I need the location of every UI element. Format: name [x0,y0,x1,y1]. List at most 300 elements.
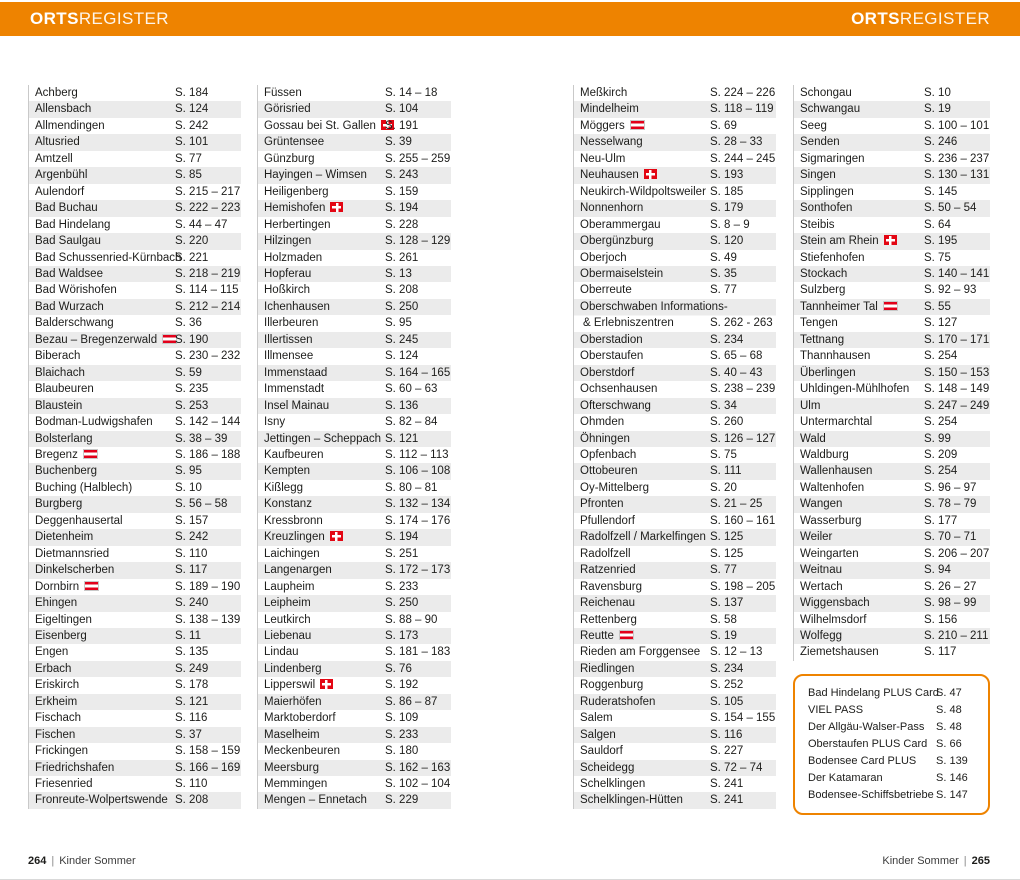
place-name: Allmendingen [35,119,105,132]
place-name: Dietenheim [35,531,94,544]
place-name: Reutte [580,628,710,644]
index-entry [258,628,451,644]
page-reference: S. 12 – 13 [710,646,763,659]
place-name: Fischen [35,728,76,741]
place-name: Hilzingen [264,235,312,248]
place-name: Maselheim [264,728,320,741]
switzerland-flag-icon [320,679,333,689]
entry-list [573,85,776,809]
index-entry [29,348,241,364]
place-name: Hoßkirch [264,284,311,297]
place-name: Oberstaufen [580,350,644,363]
index-entry [29,101,241,117]
place-name: Oberstadion [580,333,643,346]
index-entry [794,480,990,496]
index-entry [258,661,451,677]
index-entry [574,118,776,134]
place-name: Bad Saulgau [35,235,101,248]
page-reference: S. 13 [385,267,412,280]
page-reference: S. 109 [385,712,419,725]
index-entry [29,612,241,628]
page-reference: S. 127 [924,317,958,330]
place-name: Sulzberg [800,284,846,297]
page-reference: S. 154 – 155 [710,712,776,725]
index-entry [794,431,990,447]
page-reference: S. 252 [710,679,744,692]
place-name: Oy-Mittelberg [580,481,650,494]
index-entry [258,776,451,792]
entry-list [257,85,451,809]
index-entry [794,546,990,562]
index-entry [574,562,776,578]
page-reference: S. 39 [385,136,412,149]
page-reference: S. 230 – 232 [175,350,241,363]
index-entry [794,644,990,660]
place-name: Lindenberg [264,662,322,675]
index-entry [29,595,241,611]
place-name: Ottobeuren [580,465,638,478]
place-name: Obergünzburg [580,235,654,248]
place-name: Illerbeuren [264,317,319,330]
index-entry [258,365,451,381]
place-name: Tettnang [800,333,845,346]
index-entry [29,266,241,282]
index-entry [258,644,451,660]
place-name: Liebenau [264,629,312,642]
page-reference: S. 105 [710,695,744,708]
index-entry [574,628,776,644]
place-name: Ehingen [35,597,78,610]
index-entry [574,677,776,693]
place-name: Konstanz [264,498,312,511]
index-entry [794,85,990,101]
place-name: Laichingen [264,547,320,560]
page-reference: S. 162 – 163 [385,761,451,774]
index-entry [29,562,241,578]
place-name: Mengen – Ennetach [264,794,367,807]
card-name: Bodensee Card PLUS [808,754,917,767]
page-reference: S. 135 [175,646,209,659]
place-name: Schongau [800,87,852,99]
card-name: Oberstaufen PLUS Card [808,737,928,750]
index-entry [258,167,451,183]
index-entry [794,513,990,529]
page-reference: S. 72 – 74 [710,761,763,774]
place-name: Füssen [264,87,302,99]
card-entry [805,702,978,719]
place-name: Immenstaad [264,366,328,379]
place-name: Nesselwang [580,136,643,149]
index-entry [794,134,990,150]
place-name: Ofterschwang [580,399,651,412]
index-entry [574,776,776,792]
index-entry [29,529,241,545]
page-reference: S. 8 – 9 [710,218,750,231]
page-reference: S. 215 – 217 [175,185,241,198]
page-reference: S. 95 [385,317,412,330]
index-entry [29,233,241,249]
page-reference: S. 254 [924,350,958,363]
page-reference: S. 179 [710,202,744,215]
page-reference: S. 243 [385,169,419,182]
place-name: Oberschwaben Informations- & Erlebniszentren [580,299,710,332]
page-reference: S. 75 [710,448,737,461]
page-reference: S. 128 – 129 [385,235,451,248]
place-name: Senden [800,136,840,149]
index-entry [258,299,451,315]
page-reference: S. 224 – 226 [710,87,776,99]
place-name: Holzmaden [264,251,323,264]
index-entry [258,694,451,710]
page-reference: S. 160 – 161 [710,514,776,527]
place-name: Sigmaringen [800,152,865,165]
page-reference: S. 124 [385,350,419,363]
page-reference: S. 195 [924,235,958,248]
index-entry [29,381,241,397]
place-name: Weitnau [800,564,842,577]
place-name: Kaufbeuren [264,448,324,461]
index-entry [258,710,451,726]
card-entry [805,719,978,736]
index-entry [29,661,241,677]
place-name: Steibis [800,218,835,231]
index-entry [574,282,776,298]
page-reference: S. 37 [175,728,202,741]
page-reference: S. 126 – 127 [710,432,776,445]
entry-list [28,85,241,809]
index-entry [794,266,990,282]
page-reference: S. 104 [385,103,419,116]
page-reference: S. 172 – 173 [385,564,451,577]
page-reference: S. 157 [175,514,209,527]
index-entry [574,348,776,364]
place-name: Schelklingen [580,778,646,791]
page-reference: S. 95 [175,465,202,478]
page-reference: S. 125 [710,547,744,560]
index-entry [574,661,776,677]
page-reference: S. 181 – 183 [385,646,451,659]
page-reference: S. 244 – 245 [710,152,776,165]
place-name: Engen [35,646,69,659]
index-entry [794,233,990,249]
index-entry [29,299,241,315]
index-entry [258,677,451,693]
page-reference: S. 130 – 131 [924,169,990,182]
page-reference: S. 145 [924,185,958,198]
card-entry [805,753,978,770]
place-name: Wolfegg [800,629,842,642]
page-reference: S. 10 [924,87,951,99]
card-entry [805,787,978,804]
index-entry [258,463,451,479]
place-name: Amtzell [35,152,73,165]
index-entry [574,134,776,150]
index-entry [258,332,451,348]
place-name: Herbertingen [264,218,331,231]
card-name: VIEL PASS [808,703,864,716]
page-reference: S. 251 [385,547,419,560]
index-entry [574,398,776,414]
page-reference: S. 193 [710,169,744,182]
place-name: Sipplingen [800,185,854,198]
place-name: Neukirch-Wildpoltsweiler [580,185,706,198]
page-reference: S. 59 [175,366,202,379]
place-name: Meckenbeuren [264,745,341,758]
card-entry [805,685,978,702]
page-reference: S. 80 – 81 [385,481,438,494]
index-entry [574,431,776,447]
special-cards-box [793,674,990,815]
index-entry [794,299,990,315]
page-reference: S. 218 – 219 [175,267,241,280]
index-entry [794,612,990,628]
page-reference: S. 235 [175,383,209,396]
page-reference: S. 124 [175,103,209,116]
index-entry [258,513,451,529]
index-entry [574,480,776,496]
place-name: Kreuzlingen [264,529,385,545]
page-reference: S. 191 [385,119,419,132]
index-entry [29,644,241,660]
page-title-right [851,9,990,29]
page-reference: S. 242 [175,531,209,544]
page-reference: S. 221 [175,251,209,264]
index-entry [574,151,776,167]
page-reference: S. 146 [936,771,968,784]
index-entry [574,760,776,776]
place-name: Jettingen – Scheppach [264,432,382,445]
index-entry [258,381,451,397]
page-reference: S. 38 – 39 [175,432,228,445]
page-reference: S. 170 – 171 [924,333,990,346]
page-reference: S. 177 [924,514,958,527]
place-name: Lipperswil [264,677,385,693]
place-name: Isny [264,416,286,429]
page-reference: S. 114 – 115 [175,284,239,297]
place-name: Bad Wörishofen [35,284,117,297]
index-entry [29,463,241,479]
place-name: Pfullendorf [580,514,635,527]
index-entry [794,595,990,611]
index-entry [574,743,776,759]
index-entry [258,134,451,150]
place-name: Friedrichshafen [35,761,115,774]
page-reference: S. 210 – 211 [924,629,989,642]
place-name: Ohmden [580,416,625,429]
index-entry [574,85,776,101]
place-name: Bad Buchau [35,202,98,215]
index-entry [29,792,241,808]
index-entry [574,217,776,233]
index-entry [794,200,990,216]
page-reference: S. 254 [924,416,958,429]
index-entry [794,332,990,348]
page-reference: S. 82 – 84 [385,416,438,429]
index-entry [29,315,241,331]
index-entry [794,398,990,414]
index-entry [574,792,776,808]
index-entry [574,710,776,726]
place-name: Fronreute-Wolpertswende [35,794,168,807]
index-entry [29,398,241,414]
title-light: REGISTER [78,9,169,28]
page-reference: S. 220 [175,235,209,248]
page-reference: S. 234 [710,333,744,346]
index-entry [574,694,776,710]
place-name: Oberjoch [580,251,627,264]
index-entry [258,727,451,743]
page-reference: S. 106 – 108 [385,465,451,478]
page-reference: S. 136 [385,399,419,412]
place-name: Sonthofen [800,202,853,215]
place-name: Dinkelscherben [35,564,115,577]
place-name: Wallenhausen [800,465,873,478]
index-entry [574,447,776,463]
index-entry [574,200,776,216]
place-name: Erkheim [35,695,78,708]
index-entry [29,546,241,562]
index-entry [258,546,451,562]
index-entry [574,546,776,562]
place-name: Überlingen [800,366,856,379]
place-name: Waldburg [800,448,849,461]
place-name: Wiggensbach [800,597,870,610]
page-reference: S. 147 [936,788,968,801]
place-name: Grüntensee [264,136,325,149]
index-entry [574,529,776,545]
page-reference: S. 212 – 214 [175,300,241,313]
page-reference: S. 55 [924,300,951,313]
place-name: Obermaiselstein [580,267,664,280]
place-name: Görisried [264,103,311,116]
place-name: Oberammergau [580,218,661,231]
place-name: Oberstdorf [580,366,635,379]
index-entry [29,85,241,101]
page-reference: S. 69 [710,119,737,132]
index-entry [29,480,241,496]
page-reference: S. 148 – 149 [924,383,990,396]
page-reference: S. 255 – 259 [385,152,451,165]
page-reference: S. 166 – 169 [175,761,241,774]
place-name: Opfenbach [580,448,637,461]
title-bold: ORTS [851,9,900,28]
place-name: Öhningen [580,432,630,445]
page-reference: S. 261 [385,251,419,264]
page-reference: S. 56 – 58 [175,498,228,511]
page-reference: S. 132 – 134 [385,498,451,511]
page-reference: S. 208 [385,284,419,297]
place-name: Neuhausen [580,167,710,183]
page-reference: S. 99 [924,432,951,445]
card-name: Der Katamaran [808,771,883,784]
card-entry [805,736,978,753]
austria-flag-icon [84,581,99,591]
index-entry [794,217,990,233]
place-name: Langenargen [264,564,332,577]
index-entry [29,282,241,298]
page-reference: S. 180 [385,745,419,758]
place-name: Uhldingen-Mühlhofen [800,383,910,396]
austria-flag-icon [619,630,634,640]
place-name: Blaustein [35,399,83,412]
page-reference: S. 35 [710,267,737,280]
place-name: Mindelheim [580,103,639,116]
index-entry [794,101,990,117]
place-name: Kempten [264,465,311,478]
place-name: Wasserburg [800,514,862,527]
page-reference: S. 247 – 249 [924,399,990,412]
page-reference: S. 229 [385,794,419,807]
place-name: Ochsenhausen [580,383,658,396]
index-entry [574,727,776,743]
index-entry [29,776,241,792]
page-reference: S. 94 [924,564,951,577]
page-reference: S. 121 [385,432,419,445]
index-entry [258,595,451,611]
index-entry [794,496,990,512]
place-name: Erbach [35,662,72,675]
index-entry [29,496,241,512]
page-reference: S. 34 [710,399,737,412]
page-reference: S. 241 [710,794,744,807]
page-reference: S. 249 [175,662,209,675]
page-reference: S. 92 – 93 [924,284,977,297]
page-reference: S. 174 – 176 [385,514,451,527]
index-entry [574,644,776,660]
place-name: Ratzenried [580,564,636,577]
page-reference: S. 253 [175,399,209,412]
index-entry [29,134,241,150]
place-name: Blaichach [35,366,85,379]
page-reference: S. 238 – 239 [710,383,776,396]
place-name: Illmensee [264,350,314,363]
page-number: 264 [28,854,47,867]
page-reference: S. 206 – 207 [924,547,990,560]
page-reference: S. 156 [924,613,958,626]
page-reference: S. 65 – 68 [710,350,763,363]
place-name: Leutkirch [264,613,311,626]
index-entry [29,727,241,743]
place-name: Heiligenberg [264,185,329,198]
place-name: Laupheim [264,580,315,593]
page-reference: S. 50 – 54 [924,202,977,215]
index-entry [794,184,990,200]
page-reference: S. 222 – 223 [175,202,241,215]
index-entry [29,760,241,776]
index-entry [574,233,776,249]
place-name: Weiler [800,531,833,544]
page-reference: S. 236 – 237 [924,152,990,165]
place-name: Bad Wurzach [35,300,104,313]
place-name: Waltenhofen [800,481,865,494]
index-entry [794,579,990,595]
page-reference: S. 245 [385,333,419,346]
place-name: Buchenberg [35,465,98,478]
page-reference: S. 111 [710,465,742,478]
place-name: Bezau – Bregenzerwald [35,332,175,348]
place-name: Fischach [35,712,82,725]
page-reference: S. 26 – 27 [924,580,977,593]
page-reference: S. 262 - 263 [710,317,773,330]
page-reference: S. 121 [175,695,209,708]
index-entry [258,217,451,233]
place-name: Eisenberg [35,629,87,642]
place-name: Radolfzell [580,547,631,560]
index-entry [258,480,451,496]
page-reference: S. 60 – 63 [385,383,438,396]
index-entry [258,315,451,331]
place-name: Ulm [800,399,821,412]
